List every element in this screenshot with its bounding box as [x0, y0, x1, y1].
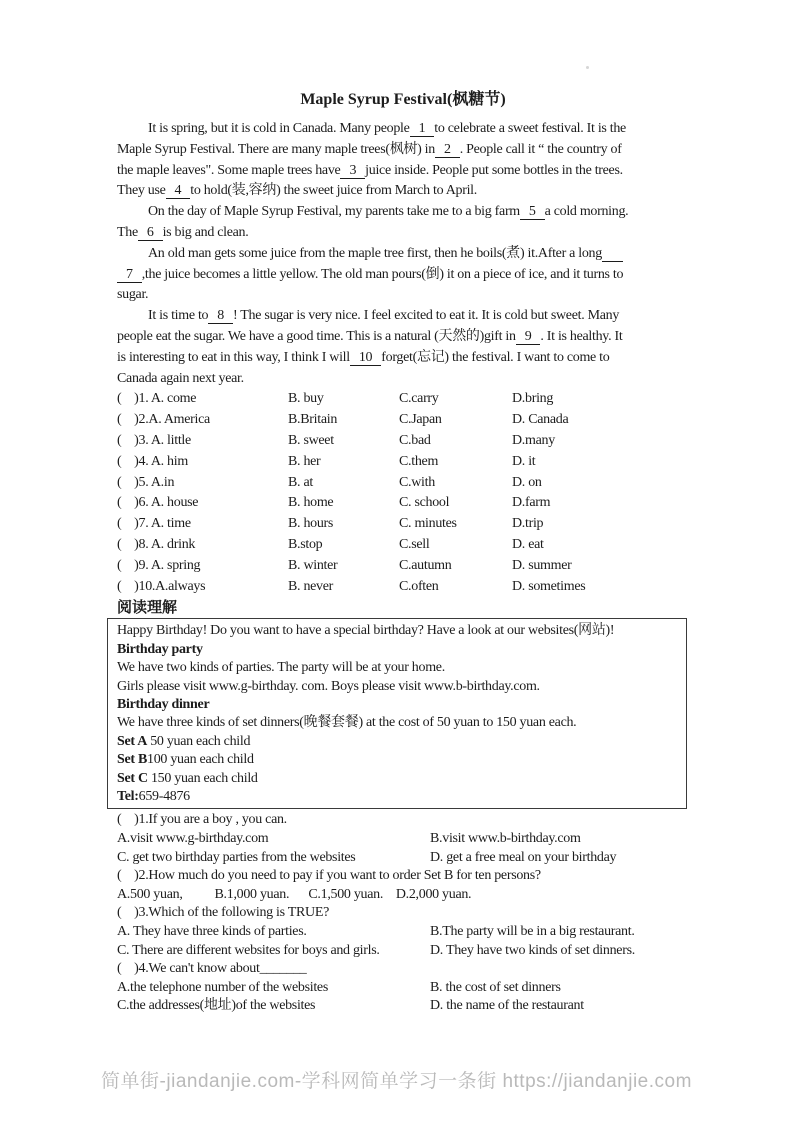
- passage-bold: Birthday party: [117, 641, 203, 657]
- passage-line: [117, 641, 677, 659]
- option-b: B. her: [288, 453, 321, 469]
- option-a: A.the telephone number of the websites: [117, 979, 328, 995]
- option-d: D. it: [512, 453, 536, 469]
- cloze-paragraph-4: [117, 306, 689, 389]
- option-b: B. the cost of set dinners: [430, 979, 561, 995]
- passage-text: 659-4876: [138, 788, 190, 804]
- option-d: D. Canada: [512, 412, 569, 428]
- option-d: D. summer: [512, 557, 572, 573]
- passage-text: 100 yuan each child: [147, 752, 254, 768]
- option-d: D. They have two kinds of set dinners.: [430, 942, 635, 958]
- text-line: is interesting to eat in this way, I think I will 10 forget(忘记) the festival. I want to come to: [117, 349, 610, 365]
- option-c: C.bad: [399, 432, 431, 448]
- passage-line: [117, 770, 677, 788]
- option-c: C.the addresses(地址)of the websites: [117, 998, 316, 1014]
- cloze-option-row-10: [117, 577, 689, 598]
- passage-text: Happy Birthday! Do you want to have a special birthday? Have a look at our websites(网站)!: [117, 623, 615, 639]
- option-d: D. the name of the restaurant: [430, 998, 584, 1014]
- cloze-option-row-9: [117, 556, 689, 577]
- cloze-paragraph-2: [117, 202, 689, 244]
- text-line: sugar.: [117, 287, 149, 303]
- option-stem: ( )2.A. America: [117, 412, 210, 428]
- option-c: C.Japan: [399, 412, 442, 428]
- question-1-options-ab: [117, 830, 689, 849]
- option-d: D. on: [512, 474, 542, 490]
- option-c: C.sell: [399, 536, 430, 552]
- reading-passage-box: [107, 618, 687, 809]
- text-line: The 6 is big and clean.: [117, 224, 249, 240]
- question-4-options-cd: [117, 997, 689, 1016]
- option-b: B. at: [288, 474, 313, 490]
- option-b: B. home: [288, 495, 334, 511]
- text-line: It is time to 8 ! The sugar is very nice. I feel excited to eat it. It is cold but sweet. Many: [148, 308, 620, 324]
- cloze-option-row-6: [117, 493, 689, 514]
- cloze-option-row-2: [117, 410, 689, 431]
- option-c: C. There are different websites for boys and girls.: [117, 942, 380, 958]
- option-stem: ( )8. A. drink: [117, 536, 196, 552]
- question-2: [117, 867, 689, 886]
- passage-text: We have two kinds of parties. The party will be at your home.: [117, 660, 445, 676]
- option-stem: ( )9. A. spring: [117, 557, 201, 573]
- text-line: They use 4 to hold(装,容纳) the sweet juice from March to April.: [117, 183, 477, 199]
- option-c: C.them: [399, 453, 439, 469]
- option-b: B. sweet: [288, 432, 334, 448]
- text-line: It is spring, but it is cold in Canada. Many people 1 to celebrate a sweet festival. It is the: [148, 121, 626, 136]
- question-text: ( )3.Which of the following is TRUE?: [117, 905, 329, 921]
- passage-text: 150 yuan each child: [147, 770, 258, 786]
- option-b: B.The party will be in a big restaurant.: [430, 923, 635, 939]
- option-b: B. winter: [288, 557, 338, 573]
- option-stem: ( )10.A.always: [117, 578, 206, 594]
- reading-section-heading: 阅读理解: [117, 600, 178, 617]
- cloze-option-row-7: [117, 514, 689, 535]
- option-c: C.carry: [399, 391, 439, 407]
- cloze-options-table: [117, 389, 689, 597]
- option-c: C.with: [399, 474, 435, 490]
- option-b: B. hours: [288, 516, 334, 532]
- cloze-option-row-8: [117, 535, 689, 556]
- passage-bold: Set C: [117, 770, 148, 786]
- reading-questions: [117, 811, 689, 1016]
- question-4: [117, 960, 689, 979]
- question-3: [117, 904, 689, 923]
- passage-bold: Set A: [117, 733, 148, 749]
- question-text: ( )4.We can't know about_______: [117, 961, 307, 977]
- passage-text: 50 yuan each child: [147, 733, 251, 749]
- passage-line: [117, 696, 677, 714]
- question-1: [117, 811, 689, 830]
- option-c: C. get two birthday parties from the websites: [117, 849, 356, 865]
- text-line: Maple Syrup Festival. There are many maple trees(枫树) in 2 . People call it “ the country of: [117, 141, 622, 157]
- question-3-options-cd: [117, 942, 689, 961]
- cloze-option-row-3: [117, 431, 689, 452]
- page-title: Maple Syrup Festival(枫糖节): [300, 91, 506, 108]
- option-c: C. minutes: [399, 516, 457, 532]
- passage-line: [117, 733, 677, 751]
- option-stem: ( )5. A.in: [117, 474, 175, 490]
- passage-line: [117, 788, 677, 806]
- option-d: D. eat: [512, 536, 544, 552]
- footer-watermark: 简单街-jiandanjie.com-学科网简单学习一条街 https://jiandanjie.com: [101, 1071, 692, 1092]
- exam-document: [117, 88, 689, 1016]
- option-d: D. sometimes: [512, 578, 586, 594]
- option-c: C.autumn: [399, 557, 452, 573]
- passage-line: [117, 751, 677, 769]
- option-d: D.many: [512, 432, 555, 448]
- cloze-paragraph-3: [117, 244, 689, 306]
- text-line: Canada again next year.: [117, 370, 244, 386]
- text-line: people eat the sugar. We have a good time. This is a natural (天然的)gift in 9 . It is healthy. It: [117, 328, 623, 344]
- options-row: A.500 yuan, B.1,000 yuan. C.1,500 yuan. D.2,000 yuan.: [117, 886, 472, 902]
- question-2-options: [117, 886, 689, 905]
- cloze-option-row-1: [117, 389, 689, 410]
- passage-line: [117, 659, 677, 677]
- question-1-options-cd: [117, 849, 689, 868]
- passage-text: Girls please visit www.g-birthday. com. Boys please visit www.b-birthday.com.: [117, 678, 540, 694]
- passage-line: [117, 678, 677, 696]
- option-d: D. get a free meal on your birthday: [430, 849, 617, 865]
- cloze-option-row-5: [117, 473, 689, 494]
- text-line: An old man gets some juice from the maple tree first, then he boils(煮) it.After a long: [117, 244, 689, 265]
- cloze-paragraph-1: [117, 119, 689, 202]
- passage-bold: Tel:: [117, 788, 139, 804]
- text-line: 7 ,the juice becomes a little yellow. The old man pours(倒) it on a piece of ice, and it turns to: [117, 265, 689, 286]
- option-d: D.farm: [512, 495, 551, 511]
- option-b: B. buy: [288, 391, 324, 407]
- question-text: ( )2.How much do you need to pay if you want to order Set B for ten persons?: [117, 868, 541, 884]
- question-text: ( )1.If you are a boy , you can.: [117, 812, 287, 828]
- passage-line: [117, 714, 677, 732]
- option-stem: ( )4. A. him: [117, 453, 188, 469]
- option-stem: ( )7. A. time: [117, 516, 191, 532]
- text-line: On the day of Maple Syrup Festival, my parents take me to a big farm 5 a cold morning.: [148, 204, 629, 220]
- question-3-options-ab: [117, 923, 689, 942]
- option-d: D.bring: [512, 391, 554, 407]
- option-stem: ( )3. A. little: [117, 432, 191, 448]
- option-b: B.stop: [288, 536, 323, 552]
- question-4-options-ab: [117, 979, 689, 998]
- scan-artifact-dot: [586, 66, 589, 69]
- option-b: B. never: [288, 578, 334, 594]
- passage-bold: Set B: [117, 752, 148, 768]
- passage-text: We have three kinds of set dinners(晚餐套餐) at the cost of 50 yuan to 150 yuan each.: [117, 715, 577, 731]
- text-line: the maple leaves". Some maple trees have 3 juice inside. People put some bottles in the trees.: [117, 162, 623, 178]
- option-a: A.visit www.g-birthday.com: [117, 830, 269, 846]
- option-b: B.Britain: [288, 412, 338, 428]
- option-b: B.visit www.b-birthday.com: [430, 830, 581, 846]
- option-stem: ( )6. A. house: [117, 495, 199, 511]
- passage-bold: Birthday dinner: [117, 696, 210, 712]
- option-d: D.trip: [512, 516, 544, 532]
- option-a: A. They have three kinds of parties.: [117, 923, 307, 939]
- option-c: C. school: [399, 495, 450, 511]
- option-c: C.often: [399, 578, 439, 594]
- cloze-option-row-4: [117, 452, 689, 473]
- passage-line: [117, 622, 677, 640]
- option-stem: ( )1. A. come: [117, 391, 197, 407]
